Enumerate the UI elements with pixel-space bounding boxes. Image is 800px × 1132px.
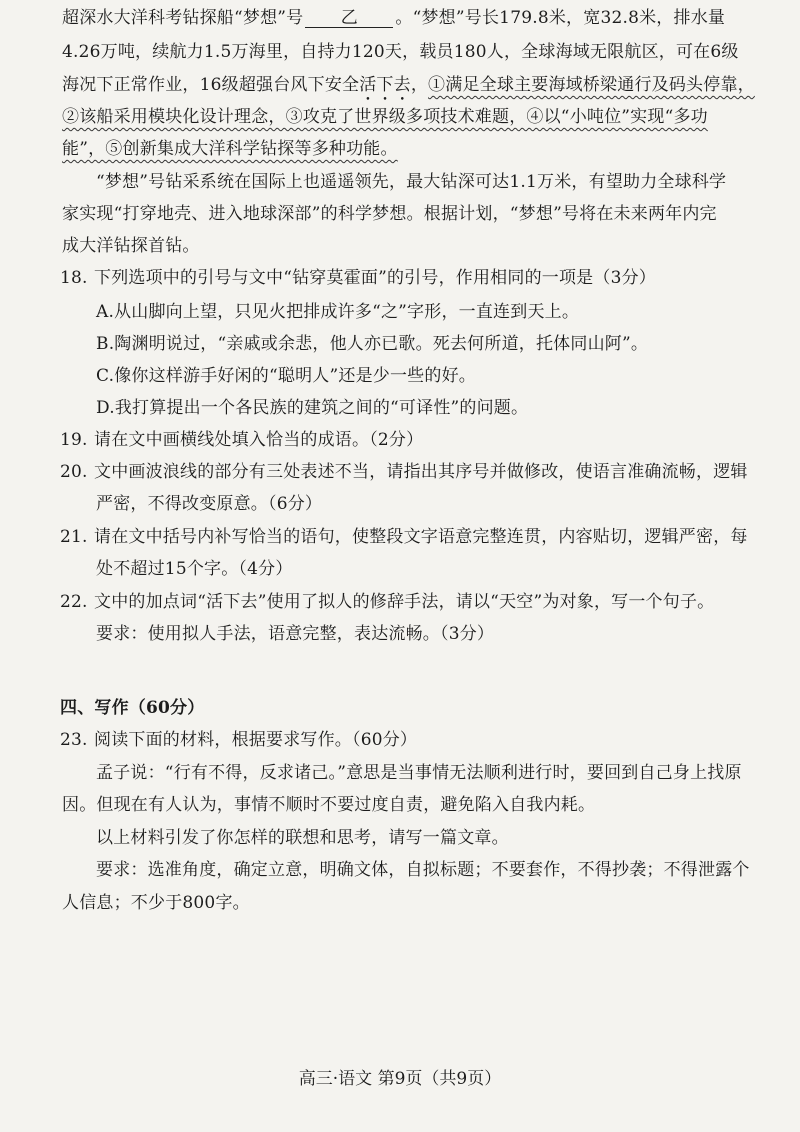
question-text: 请在文中画横线处填入恰当的成语。（2分） bbox=[94, 430, 424, 450]
requirement-line-2 bbox=[62, 891, 250, 915]
question-number: 18. bbox=[60, 268, 88, 288]
question-text: 阅读下面的材料，根据要求写作。（60分） bbox=[94, 730, 418, 750]
option-text: C.像你这样游手好闲的“聪明人”还是少一些的好。 bbox=[96, 366, 476, 386]
option-b bbox=[96, 332, 648, 356]
question-text: 文中的加点词“活下去”使用了拟人的修辞手法，请以“天空”为对象，写一个句子。 bbox=[94, 592, 715, 612]
section-title-text: 四、写作（60分） bbox=[60, 698, 205, 718]
question-text: 处不超过15个字。（4分） bbox=[96, 559, 293, 579]
material-line-3 bbox=[96, 826, 509, 850]
question-20 bbox=[60, 460, 748, 484]
requirement-text: 人信息；不少于800字。 bbox=[62, 893, 250, 913]
passage-text: 成大洋钻探首钻。 bbox=[62, 236, 200, 256]
requirement-line-1 bbox=[96, 858, 750, 882]
question-18 bbox=[60, 266, 656, 290]
question-number: 19. bbox=[60, 430, 88, 450]
material-text: 孟子说：“行有不得，反求诸己。”意思是当事情无法顺利进行时，要回到自己身上找原 bbox=[96, 763, 742, 783]
passage-line-2 bbox=[62, 40, 739, 64]
question-text: 下列选项中的引号与文中“钻穿莫霍面”的引号，作用相同的一项是（3分） bbox=[94, 268, 656, 288]
question-23 bbox=[60, 728, 417, 752]
option-text: B.陶渊明说过，“亲戚或余悲，他人亦已歌。死去何所道，托体同山阿”。 bbox=[96, 334, 649, 354]
option-c bbox=[96, 364, 476, 388]
dotted-word: 活下去 bbox=[359, 75, 411, 95]
question-text: 文中画波浪线的部分有三处表述不当，请指出其序号并做修改，使语言准确流畅，逻辑 bbox=[94, 462, 748, 482]
question-number: 22. bbox=[60, 592, 88, 612]
footer-text: 高三·语文 第9页（共9页） bbox=[298, 1069, 502, 1089]
question-number: 21. bbox=[60, 527, 88, 547]
material-line-2 bbox=[62, 793, 595, 817]
passage-text: 家实现“打穿地壳、进入地球深部”的科学梦想。根据计划，“梦想”号将在未来两年内完 bbox=[62, 204, 717, 224]
question-20-cont bbox=[96, 492, 322, 516]
blank-answer: 乙 bbox=[340, 8, 358, 28]
passage-line-4 bbox=[62, 105, 708, 129]
passage-text: 超深水大洋科考钻探船“梦想”号 bbox=[62, 8, 304, 28]
passage-text: ， bbox=[410, 75, 429, 95]
question-number: 23. bbox=[60, 730, 88, 750]
passage-p2-line-2 bbox=[62, 202, 717, 226]
wavy-underline-text: ②该船采用模块化设计理念，③攻克了世界级多项技术难题，④以“小吨位”实现“多功 bbox=[62, 107, 708, 127]
page-footer bbox=[0, 1064, 800, 1089]
question-22 bbox=[60, 590, 714, 614]
question-text: 请在文中括号内补写恰当的语句，使整段文字语意完整连贯，内容贴切，逻辑严密，每 bbox=[94, 527, 748, 547]
passage-text: 4.26万吨，续航力1.5万海里，自持力120天，载员180人，全球海域无限航区，可在6级 bbox=[62, 42, 739, 62]
material-text: 以上材料引发了你怎样的联想和思考，请写一篇文章。 bbox=[96, 828, 509, 848]
question-19 bbox=[60, 428, 423, 452]
passage-text: 海况下正常作业，16级超强台风下安全 bbox=[62, 75, 360, 95]
wavy-underline-text: 能”，⑤创新集成大洋科学钻探等多种功能。 bbox=[62, 139, 398, 159]
section-title-writing bbox=[60, 696, 204, 720]
wavy-underline-text: ①满足全球主要海域桥梁通行及码头停靠， bbox=[428, 75, 755, 95]
option-text: A.从山脚向上望，只见火把排成许多“之”字形，一直连到天上。 bbox=[96, 302, 580, 322]
option-a bbox=[96, 300, 579, 324]
passage-line-5 bbox=[62, 137, 398, 161]
question-text: 要求：使用拟人手法，语意完整，表达流畅。（3分） bbox=[96, 624, 495, 644]
question-22-requirement bbox=[96, 622, 494, 646]
passage-line-3 bbox=[62, 73, 755, 105]
material-text: 因。但现在有人认为，事情不顺时不要过度自责，避免陷入自我内耗。 bbox=[62, 795, 596, 815]
question-21-cont bbox=[96, 557, 293, 581]
question-text: 严密，不得改变原意。（6分） bbox=[96, 494, 323, 514]
option-text: D.我打算提出一个各民族的建筑之间的“可译性”的问题。 bbox=[96, 398, 529, 418]
passage-p2-line-3 bbox=[62, 234, 200, 258]
requirement-text: 要求：选准角度，确定立意，明确文体，自拟标题；不要套作，不得抄袭；不得泄露个 bbox=[96, 860, 750, 880]
question-21 bbox=[60, 525, 748, 549]
passage-text: 。“梦想”号长179.8米，宽32.8米，排水量 bbox=[395, 8, 726, 28]
question-number: 20. bbox=[60, 462, 88, 482]
option-d bbox=[96, 396, 528, 420]
fill-blank bbox=[305, 9, 393, 28]
passage-p2-line-1 bbox=[96, 170, 726, 194]
material-line-1 bbox=[96, 761, 742, 785]
passage-line-1 bbox=[62, 6, 725, 30]
passage-text: “梦想”号钻采系统在国际上也遥遥领先，最大钻深可达1.1万米，有望助力全球科学 bbox=[96, 172, 727, 192]
